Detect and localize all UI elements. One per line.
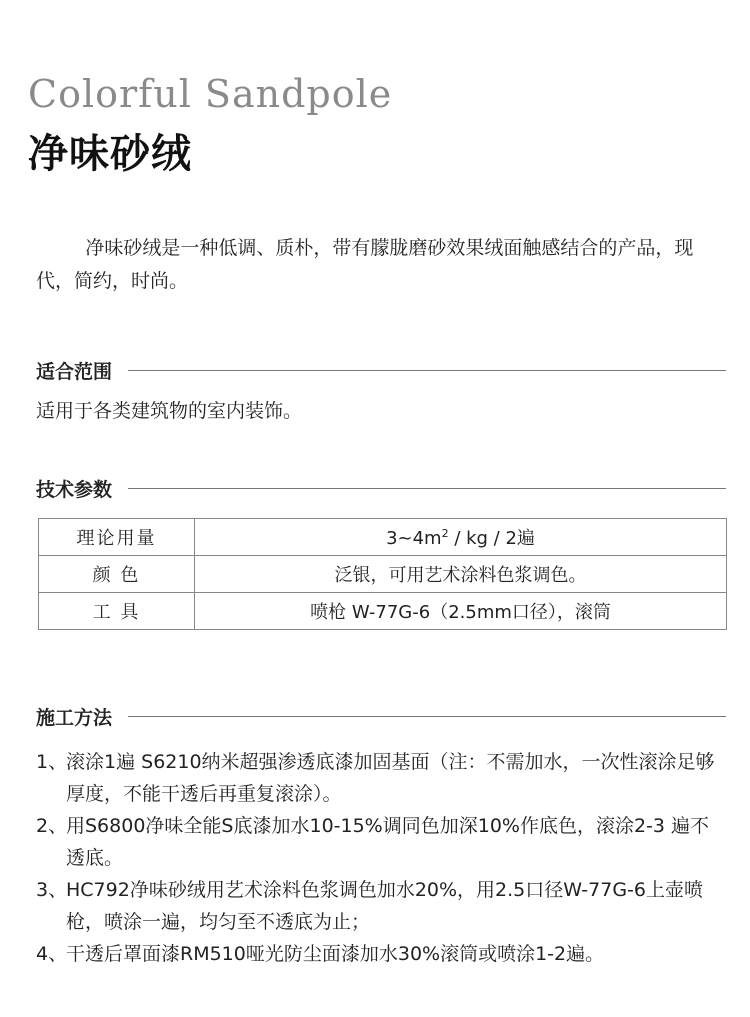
table-row [39,519,727,556]
step-text: HC792净味砂绒用艺术涂料色浆调色加水20%，用2.5口径W-77G-6上壶喷枪，喷涂一遍，均匀至不透底为止； [66,879,703,933]
list-item [36,938,726,970]
spec-value: 泛银，可用艺术涂料色浆调色。 [195,556,727,593]
section-scope-header [36,355,726,385]
spec-value-unit: / kg / 2遍 [448,528,535,549]
section-method-rule [128,716,726,717]
table-row [39,593,727,630]
step-text: 用S6800净味全能S底漆加水10-15%调同色加深10%作底色，滚涂2-3 遍不透底。 [66,815,710,869]
section-method-title: 施工方法 [36,706,113,729]
step-number: 1、 [36,751,68,773]
spec-key: 颜 色 [39,556,195,593]
step-text: 滚涂1遍 S6210纳米超强渗透底漆加固基面（注：不需加水，一次性滚涂足够厚度，不能干透后再重复滚涂）。 [66,751,715,805]
spec-value-superscript: 2 [441,527,449,540]
section-method-header [36,701,726,731]
intro-paragraph: 净味砂绒是一种低调、质朴，带有朦胧磨砂效果绒面触感结合的产品，现代，简约，时尚。 [36,237,694,292]
spec-value: 喷枪 W-77G-6（2.5mm口径），滚筒 [195,593,727,630]
spec-key: 理论用量 [39,519,195,556]
spec-value-main: 3~4m [386,528,442,549]
section-scope-title: 适合范围 [36,360,113,383]
section-scope-rule [128,370,726,371]
list-item [36,874,726,938]
title-chinese: 净味砂绒 [28,131,192,177]
step-number: 3、 [36,879,68,901]
method-steps [36,746,726,970]
spec-key: 工 具 [39,593,195,630]
section-specs-title: 技术参数 [36,478,113,501]
spec-value [195,519,727,556]
title-english: Colorful Sandpole [28,72,393,116]
list-item [36,810,726,874]
table-row [39,556,727,593]
step-number: 4、 [36,943,68,965]
step-number: 2、 [36,815,68,837]
spec-table [38,518,727,630]
section-specs-header [36,473,726,503]
list-item [36,746,726,810]
section-specs-rule [128,488,726,489]
scope-text: 适用于各类建筑物的室内装饰。 [36,400,303,422]
step-text: 干透后罩面漆RM510哑光防尘面漆加水30%滚筒或喷涂1-2遍。 [66,943,605,965]
